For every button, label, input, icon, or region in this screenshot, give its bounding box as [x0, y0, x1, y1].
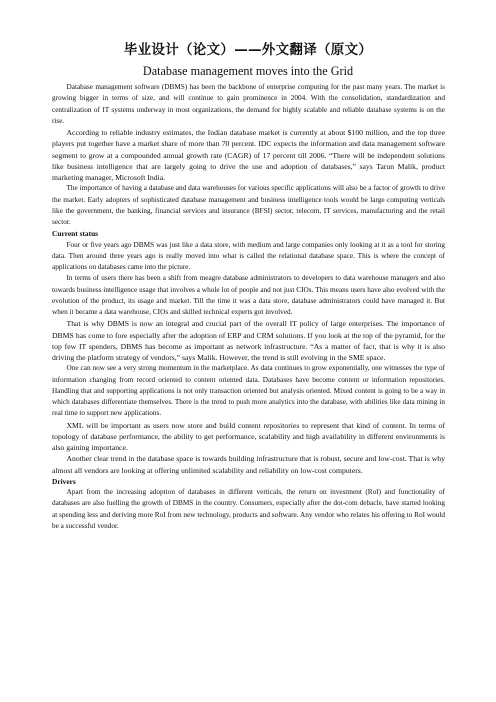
paragraph: In terms of users there has been a shift from meagre database administrators to developers to data warehouse managers and also towards business intelligence usage that involves a whole lot of people and not just CIOs. This means users have also evolved with the evolution of the product, its usage and market. Till the time it was a data store, database administrators could have managed it. But when it became a data warehouse, CIOs and skilled technical experts got involved. [52, 274, 445, 316]
paragraph: Four or five years ago DBMS was just like a data store, with medium and large companies only looking at it as a tool for storing data. Then around three years ago is really moved into what is called the relational database space. This is where the concept of applications on databases came into the picture. [52, 240, 445, 271]
section-heading-current-status: Current status [52, 229, 99, 239]
paragraph: Another clear trend in the database space is towards building infrastructure that is robust, secure and low-cost. That is why almost all vendors are looking at offering unlimited scalability and reliability on low-cost computers. [52, 454, 445, 475]
article-title: Database management moves into the Grid [142, 64, 354, 78]
paragraph: XML will be important as users now store and build content repositories to represent that kind of content. In terms of topology of database performance, the ability to get performance, scalability and high availability in different environments is also gaining importance. [52, 420, 445, 452]
article-body [52, 82, 445, 532]
paragraph: That is why DBMS is now an integral and crucial part of the overall IT policy of large enterprises. The importance of DBMS has come to fore especially after the adoption of ERP and CRM solutions. If you look at the top of the pyramid, for the top few IT spenders, DBMS has become as important as network infrastructure. “As a matter of fact, that is why it is also driving the platform strategy of vendors,” says Malik. However, the trend is still evolving in the SME space. [52, 319, 445, 362]
paragraph: One can now see a very strong momentum in the marketplace. As data continues to grow exponentially, one witnesses the type of information changing from record oriented to content oriented data. Databases have become content or information repositories. Handling that and supporting applications is not only transaction oriented but analysis oriented. Mixed content is going to be a way in which databases differentiate themselves. There is the trend to push more analytics into the database, with abilities like data mining in real time to support new applications. [52, 364, 445, 418]
section-heading-drivers: Drivers [52, 476, 76, 486]
paragraph: According to reliable industry estimates, the Indian database market is currently at about $100 million, and the top three players put together have a market share of more than 70 percent. IDC expects the information and data management software segment to grow at a compounded annual growth rate (CAGR) of 17 percent till 2006. “There will be independent solutions like business intelligence that are largely going to drive the use and adoption of databases,” says Tarun Malik, product marketing manager, Microsoft India. [52, 128, 445, 182]
document-header: 毕业设计（论文）——外文翻译（原文） [123, 42, 373, 58]
paragraph: The importance of having a database and data warehouses for various specific applications will also be a factor of growth to drive the market. Early adopters of sophisticated database management and business intelligence tools would be large computing verticals like the government, the banking, financial services and insurance (BFSI) sector, telecom, IT services, manufacturing and the retail sector. [52, 184, 445, 226]
paragraph: Apart from the increasing adoption of databases in different verticals, the return on investment (RoI) and functionality of databases are also fuelling the growth of DBMS in the country. Consumers, especially after the dot-com debacle, have started looking at spending less and deriving more RoI from new technology, products and software. Any vendor who relates his offering to RoI would be a successful vendor. [52, 488, 445, 530]
paragraph: Database management software (DBMS) has been the backbone of enterprise computing for the past many years. The market is growing bigger in terms of size, and will continue to gain prominence in 2004. With the consolidation, standardization and centralization of IT systems underway in most organizations, the demand for highly scalable and reliable database systems is on the rise. [52, 83, 445, 125]
